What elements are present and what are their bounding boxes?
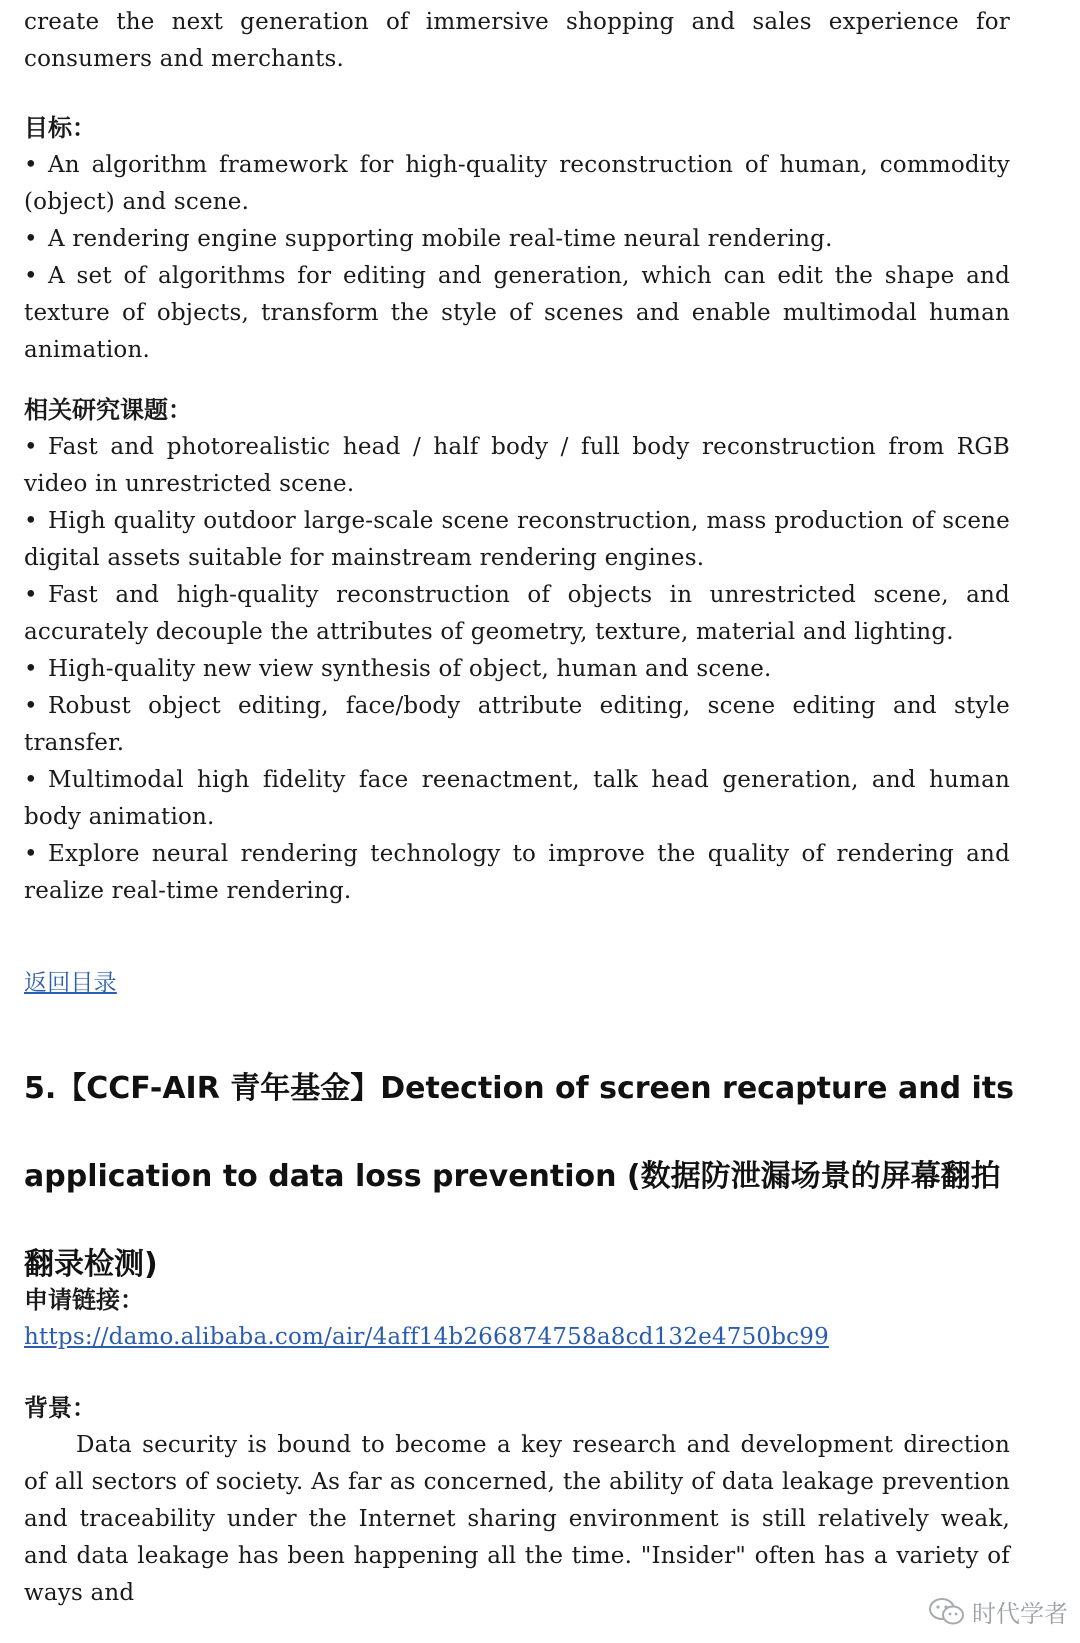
- apply-section: [24, 1282, 1010, 1356]
- back-to-contents-link[interactable]: 返回目录: [24, 970, 117, 996]
- wechat-icon: [928, 1597, 966, 1627]
- goals-heading: 目标：: [24, 114, 96, 142]
- background-heading: 背景：: [24, 1394, 96, 1422]
- topics-section: [24, 392, 1010, 910]
- watermark-text: 时代学者: [972, 1600, 1068, 1628]
- topics-heading: 相关研究课题：: [24, 396, 192, 424]
- background-text: Data security is bound to become a key research and development direction of all sectors of society. As far as concerned, the ability of data leakage prevention and traceability under the Internet sharing environment is still relatively weak, and data leakage has been happening all the time. "Insider" often has a variety of ways and: [24, 1432, 1010, 1606]
- topic-item: • Explore neural rendering technology to improve the quality of rendering and realize real-time rendering.: [24, 841, 1010, 904]
- section-title: 5.【CCF-AIR 青年基金】Detection of screen recapture and its application to data loss prevention (数据防泄漏场景的屏幕翻拍翻录检测): [24, 1071, 1014, 1282]
- goal-item: • A set of algorithms for editing and generation, which can edit the shape and texture of objects, transform the style of scenes and enable multimodal human animation.: [24, 263, 1010, 363]
- intro-text: create the next generation of immersive shopping and sales experience for consumers and merchants.: [24, 9, 1010, 72]
- watermark: [928, 1594, 1068, 1629]
- topic-item: • High quality outdoor large-scale scene reconstruction, mass production of scene digital assets suitable for mainstream rendering engines.: [24, 508, 1010, 571]
- intro-paragraph: [24, 4, 1010, 78]
- goal-item: • A rendering engine supporting mobile real-time neural rendering.: [24, 226, 833, 252]
- topic-item: • High-quality new view synthesis of object, human and scene.: [24, 656, 772, 682]
- apply-heading: 申请链接：: [24, 1286, 144, 1314]
- goals-section: [24, 110, 1010, 369]
- background-section: [24, 1390, 1010, 1612]
- topic-item: • Fast and photorealistic head / half body / full body reconstruction from RGB video in unrestricted scene.: [24, 434, 1010, 497]
- goal-item: • An algorithm framework for high-quality reconstruction of human, commodity (object) and scene.: [24, 152, 1010, 215]
- application-link[interactable]: https://damo.alibaba.com/air/4aff14b266874758a8cd132e4750bc99: [24, 1324, 829, 1350]
- topic-item: • Robust object editing, face/body attribute editing, scene editing and style transfer.: [24, 693, 1010, 756]
- topic-item: • Fast and high-quality reconstruction of objects in unrestricted scene, and accurately decouple the attributes of geometry, texture, material and lighting.: [24, 582, 1010, 645]
- topic-item: • Multimodal high fidelity face reenactment, talk head generation, and human body animation.: [24, 767, 1010, 830]
